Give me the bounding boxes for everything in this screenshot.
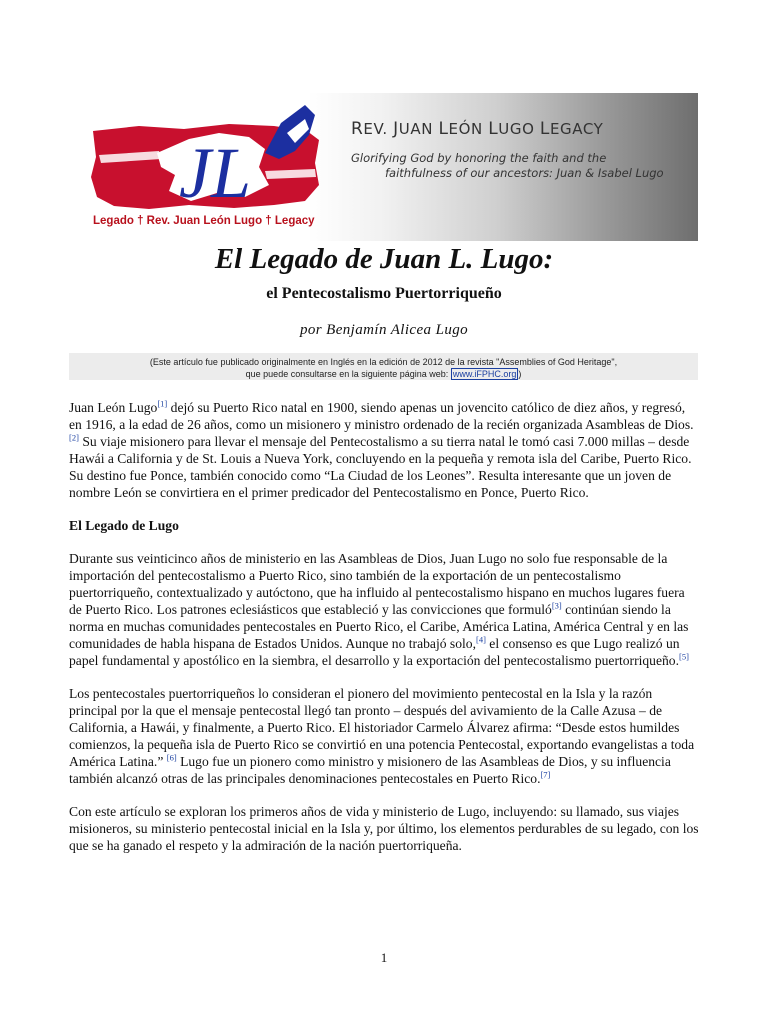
footnote-ref-4[interactable]: [4] [475,634,486,645]
author-byline: por Benjamín Alicea Lugo [299,322,469,338]
paragraph-1: Juan León Lugo[1] dejó su Puerto Rico natal en 1900, siendo apenas un jovencito católico de diez años, y regresó, en 1916, a la edad de 26 años, como un misionero y ministro ordenado de la recién organizada Asambleas de Dios. [2] Su viaje misionero para llevar el mensaje del Pentecostalismo a su tierra natal le tomó casi 7.000 millas – desde Hawái a California y de St. Louis a Nueva York, concluyendo en la pequeña y remota isla del Caribe, Puerto Rico. Su destino fue Ponce, también conocido como “La Ciudad de los Leones”. Resulta interesante que un joven de nombre León se convirtiera en el primer predicador del Pentecostalismo en Ponce, Puerto Rico. [69,398,694,500]
document-subtitle: el Pentecostalismo Puertorriqueño [266,285,502,302]
ifphc-link[interactable]: www.iFPHC.org [452,369,517,379]
publication-note [69,353,698,380]
paragraph-4: Con este artículo se exploran los primeros años de vida y ministerio de Lugo, incluyendo: su llamado, sus viajes misioneros, su ministerio pentecostal inicial en la Isla y, por último, los elementos perdurables de su legado, con los que se ha ganado el respeto y la admiración de la nación puertorriqueña. [69,804,699,853]
footnote-ref-1[interactable]: [1] [157,398,168,409]
note-line-2: que puede consultarse en la siguiente página web: www.iFPHC.org ) [245,369,522,379]
document-title: El Legado de Juan L. Lugo: [214,243,554,275]
legacy-banner [69,93,698,241]
logo-caption: Legado † Rev. Juan León Lugo † Legacy [93,215,315,227]
footnote-ref-3[interactable]: [3] [551,600,562,611]
article-body [69,399,699,870]
note-line-1: (Este artículo fue publicado originalmente en Inglés en la edición de 2012 de la revista "Assemblies of God Heritage", [149,357,618,367]
footnote-ref-6[interactable]: [6] [166,752,177,763]
svg-text:JL: JL [179,133,251,213]
tagline-line-1: Glorifying God by honoring the faith and the [351,151,607,165]
page-number: 1 [380,950,388,965]
section-heading: El Legado de Lugo [69,518,179,533]
paragraph-3: Los pentecostales puertorriqueños lo consideran el pionero del movimiento pentecostal en la Isla y la razón principal por la que el mensaje pentecostal llegó tan pronto – después del avivamiento de la Calle Azusa – de California, a Hawái, y finalmente, a Puerto Rico. El historiador Carmelo Álvarez afirma: “Desde estos humildes comienzos, la pequeña isla de Puerto Rico se convirtió en una potencia Pentecostal, exportando evangelistas a toda América Latina.” [6] Lugo fue un pionero como ministro y misionero de las Asambleas de Dios, y su influencia también alcanzó otras de las principales denominaciones pentecostales en Puerto Rico.[7] [69,686,695,786]
banner-title: REV. JUAN LEÓN LUGO LEGACY [351,119,604,139]
banner-tagline [351,151,664,181]
footnote-ref-2[interactable]: [2] [69,432,79,443]
tagline-line-2: faithfulness of our ancestors: Juan & Isabel Lugo [385,166,664,180]
footnote-ref-7[interactable]: [7] [540,769,551,780]
footnote-ref-5[interactable]: [5] [679,651,689,662]
paragraph-2: Durante sus veinticinco años de ministerio en las Asambleas de Dios, Juan Lugo no solo fue responsable de la importación del pentecostalismo a Puerto Rico, sino también de la exportación de un pentecostalismo puertorriqueño, contextualizado y autóctono, que ha influido al pentecostalismo hispano en muchos lugares fuera de Puerto Rico. Los patrones eclesiásticos que estableció y las convicciones que formuló[3] continúan siendo la norma en muchas comunidades pentecostales en Puerto Rico, el Caribe, América Latina, América Central y en las comunidades de habla hispana de Estados Unidos. Aunque no trabajó solo,[4] el consenso es que Lugo realizó un papel fundamental y apostólico en la siembra, el desarrollo y la exportación del pentecostalismo puertorriqueño.[5] [69,551,689,668]
